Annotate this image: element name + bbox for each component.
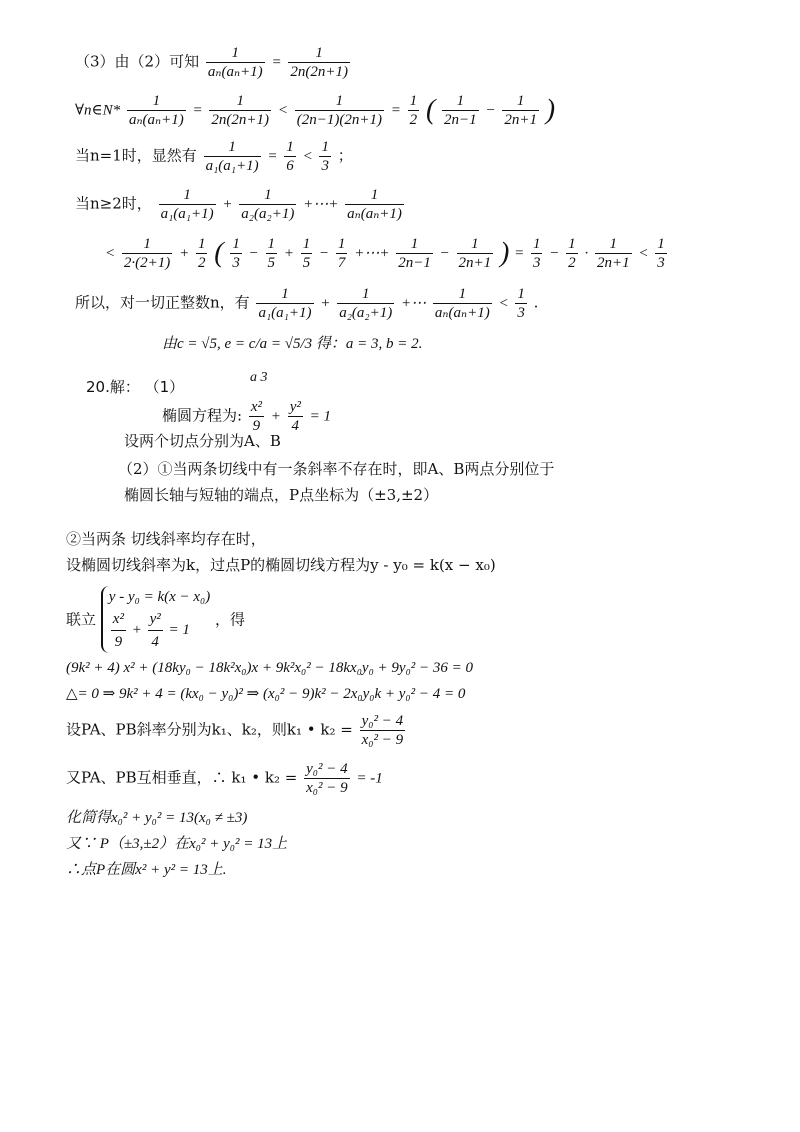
line-12: 椭圆长轴与短轴的端点，P点坐标为（±3,±2）	[124, 486, 439, 504]
brace: y - y₀ = k(x − x₀) $\frac{\text{x²}}{9}$ + $\frac{\text{y²}}{4}$ = 1	[101, 586, 210, 653]
line-7: 由c = √5, e = c/a = √5/3 得：a = 3, b = 2.	[162, 336, 423, 352]
problem-20-header: 20.解： （1）	[86, 378, 185, 396]
line-5: < $\frac{1}{2\cdot(2+1)}$ + $\frac{1}{2}$ ( $\frac{1}{3}$ − $\frac{1}{5}$ + $\frac{1}{5}$ − $\frac{1}{7}$ +⋯+ $\frac{1}{2n-1}$ − $\frac{1}{2n+1}$ ) = $\frac{1}{3}$ − $\frac{1}{2}$ · $\frac{1}{2n+1}$ < $\frac{1}{3}$	[105, 236, 665, 271]
line-7b: a 3	[250, 370, 268, 385]
line-17: △= 0 ⇒ 9k² + 4 = (kx₀ − y₀)² ⇒ (x₀² − 9)k² − 2x₀y₀k + y₀² − 4 = 0	[66, 686, 466, 702]
line-18: 设PA、PB斜率分别为k₁、k₂，则k₁ • k₂ = $\frac{\text{y₀² − 4}}{\text{x₀² − 9}}$	[66, 713, 404, 748]
text: （3）由（2）可知	[75, 52, 200, 71]
line-2: ∀n∈N* $\frac{1}{\text{aₙ(aₙ+1)}}$ = $\frac{1}{2n(2n+1)}$ < $\frac{1}{(2n-1)(2n+1)}$ = $\frac{1}{2}$ ( $\frac{1}{2n-1}$ − $\frac{1}{2n+1}$ )	[75, 93, 556, 128]
line-13: ②当两条 切线斜率均存在时，	[66, 530, 266, 548]
fraction: $\frac{1}{\text{aₙ(aₙ+1)}}$	[207, 45, 263, 80]
line-6: 所以，对一切正整数n，有 $\frac{1}{\text{a₁(a₁+1)}}$ + $\frac{1}{\text{a₂(a₂+1)}}$ +⋯ $\frac{1}{\text{aₙ(aₙ+1)}}$ < $\frac{1}{3}$ .	[75, 286, 539, 321]
line-21: 又∵ P（±3,±2）在x₀² + y₀² = 13上	[66, 836, 288, 852]
ellipse-equation: 椭圆方程为: $\frac{\text{x²}}{9}$ + $\frac{\text{y²}}{4}$ = 1	[162, 399, 331, 434]
line-3: 当n=1时，显然有 $\frac{1}{\text{a₁(a₁+1)}}$ = $\frac{1}{6}$ < $\frac{1}{3}$ ；	[75, 139, 353, 174]
line-10: 设两个切点分别为A、B	[124, 432, 281, 450]
fraction: $\frac{1}{2n(2n+1)}$	[290, 45, 348, 80]
system-block: 联立 y - y₀ = k(x − x₀) $\frac{\text{x²}}{9}$ + $\frac{\text{y²}}{4}$ = 1 ，得	[66, 586, 245, 653]
line-14: 设椭圆切线斜率为k，过点P的椭圆切线方程为y - y₀ = k(x − x₀)	[66, 556, 496, 574]
line-16: (9k² + 4) x² + (18ky₀ − 18k²x₀)x + 9k²x₀² − 18kx₀y₀ + 9y₀² − 36 = 0	[66, 660, 474, 676]
line-11: （2）①当两条切线中有一条斜率不存在时，即A、B两点分别位于	[118, 460, 555, 478]
line-4: 当n≥2时， $\frac{1}{\text{a₁(a₁+1)}}$ + $\frac{1}{\text{a₂(a₂+1)}}$ +⋯+ $\frac{1}{\text{aₙ(aₙ+1)}}$	[75, 187, 402, 222]
line-22: ∴点P在圆x² + y² = 13上.	[66, 862, 227, 878]
line-20: 化简得x₀² + y₀² = 13(x₀ ≠ ±3)	[66, 810, 248, 826]
line-1: （3）由（2）可知 $\frac{1}{\text{aₙ(aₙ+1)}}$ = $\frac{1}{2n(2n+1)}$	[75, 45, 348, 80]
line-19: 又PA、PB互相垂直，∴ k₁ • k₂ = $\frac{\text{y₀² − 4}}{\text{x₀² − 9}}$ = -1	[66, 761, 383, 796]
